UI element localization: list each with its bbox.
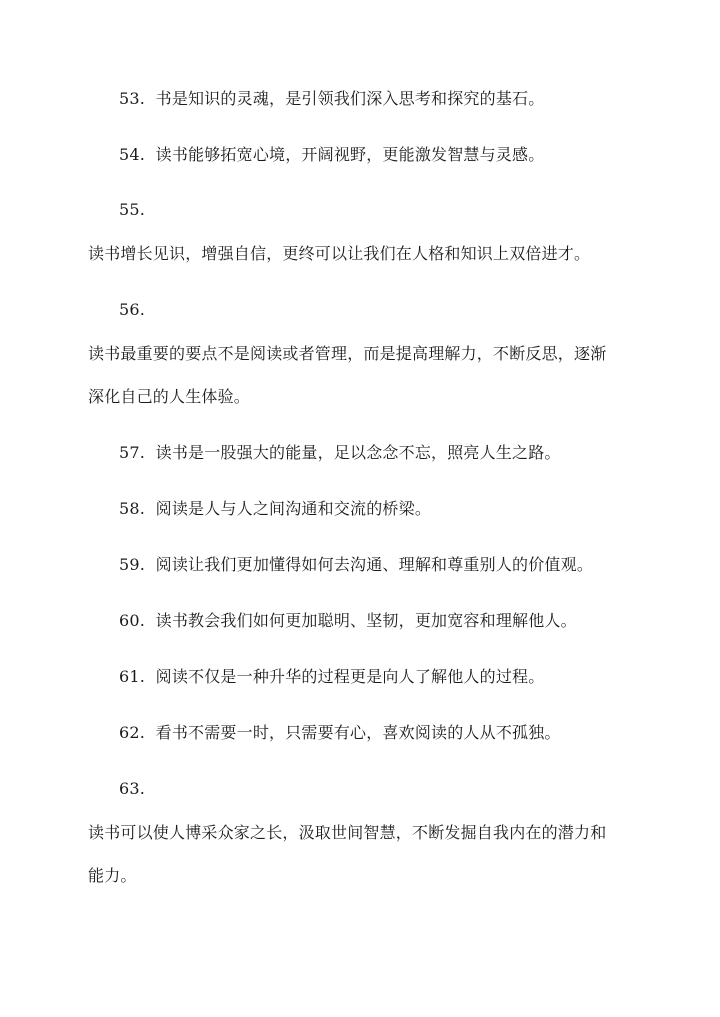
list-item — [119, 499, 431, 519]
item-number: 59. — [119, 555, 146, 574]
item-text: 阅读不仅是一种升华的过程更是向人了解他人的过程。 — [155, 667, 545, 686]
item-text: 读书是一股强大的能量，足以念念不忘，照亮人生之路。 — [155, 443, 561, 462]
item-number: 56. — [119, 300, 146, 319]
list-item — [119, 611, 577, 631]
item-number: 57. — [119, 443, 146, 462]
list-item — [119, 723, 561, 743]
item-text: 读书增长见识，增强自信，更终可以让我们在人格和知识上双倍进才。 — [88, 244, 591, 263]
list-item — [119, 667, 544, 687]
list-item — [119, 443, 561, 463]
item-text: 读书能够拓宽心境，开阔视野，更能激发智慧与灵感。 — [155, 145, 545, 164]
item-text: 读书可以使人博采众家之长，汲取世间智慧，不断发掘自我内在的潜力和 — [88, 823, 607, 842]
item-text: 看书不需要一时，只需要有心，喜欢阅读的人从不孤独。 — [155, 723, 561, 742]
item-text: 阅读是人与人之间沟通和交流的桥梁。 — [155, 499, 432, 518]
list-item — [119, 555, 593, 575]
item-number: 62. — [119, 723, 146, 742]
item-number: 61. — [119, 667, 146, 686]
item-text: 深化自己的人生体验。 — [88, 387, 251, 406]
item-number: 55. — [119, 200, 146, 219]
item-text: 阅读让我们更加懂得如何去沟通、理解和尊重别人的价值观。 — [155, 555, 594, 574]
item-text: 读书最重要的要点不是阅读或者管理，而是提高理解力，不断反思，逐渐 — [88, 344, 607, 363]
item-number: 63. — [119, 779, 146, 798]
item-number: 54. — [119, 145, 146, 164]
item-number: 60. — [119, 611, 146, 630]
item-text: 能力。 — [88, 866, 137, 885]
item-number: 58. — [119, 499, 146, 518]
item-number: 53. — [119, 89, 146, 108]
item-text: 读书教会我们如何更加聪明、坚韧，更加宽容和理解他人。 — [155, 611, 577, 630]
list-item — [119, 145, 544, 165]
item-text: 书是知识的灵魂，是引领我们深入思考和探究的基石。 — [155, 89, 545, 108]
list-item — [119, 89, 544, 109]
